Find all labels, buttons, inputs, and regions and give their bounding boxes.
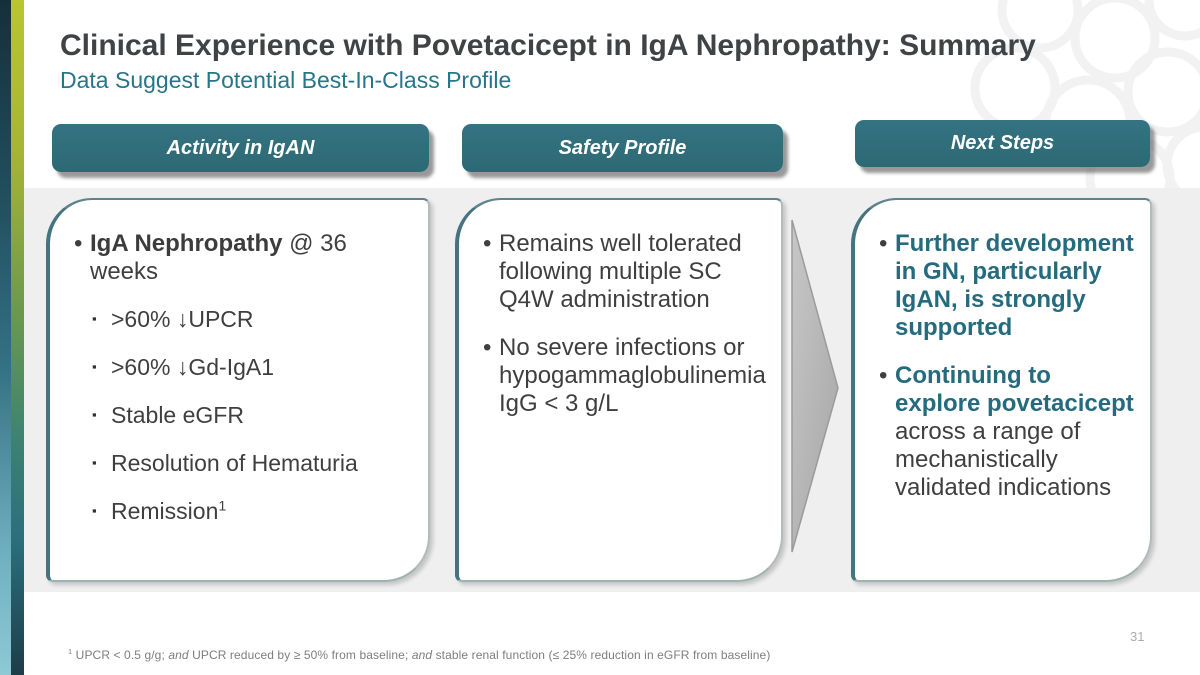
square-bullet-icon bbox=[92, 306, 111, 332]
tab-next-label: Next Steps bbox=[950, 132, 1055, 154]
next-steps-panel bbox=[851, 198, 1152, 582]
square-bullet-icon bbox=[92, 450, 111, 476]
list-item: ▪ Resolution of Hematuria bbox=[92, 450, 414, 476]
tab-safety-label: Safety Profile bbox=[558, 136, 687, 159]
footnote-reference: 1 bbox=[218, 498, 227, 515]
right-arrow-icon bbox=[792, 220, 838, 552]
list-item: ▪ Stable eGFR bbox=[92, 402, 414, 428]
slide-subtitle: Data Suggest Potential Best-In-Class Profile bbox=[60, 67, 512, 93]
square-bullet-icon bbox=[92, 402, 111, 428]
tab-activity-label: Activity in IgAN bbox=[166, 136, 315, 159]
square-bullet-icon bbox=[92, 498, 111, 524]
list-item: ▪ >60% ↓UPCR bbox=[92, 306, 414, 332]
activity-panel bbox=[46, 198, 430, 582]
tab-activity-in-igan bbox=[52, 124, 429, 172]
square-bullet-icon bbox=[92, 354, 111, 380]
safety-panel bbox=[455, 198, 783, 582]
footnote: $^1$ UPCR < 0.5 g/g; and UPCR reduced by ≥ 50% from baseline; and stable renal function (≤ 25% reduction in eGFR from baseline) bbox=[68, 647, 771, 662]
bullet-icon bbox=[879, 230, 895, 258]
slide-title: Clinical Experience with Povetacicept in IgA Nephropathy: Summary bbox=[60, 29, 1036, 62]
remission-text: Remission$^1$ bbox=[111, 498, 227, 524]
tab-next-steps bbox=[855, 120, 1150, 167]
next-steps-mixed-text: Continuing to explore povetacicept across a range of mechanistically validated indications bbox=[895, 362, 1134, 501]
safety-bullet-1: • Remains well tolerated following multiple SC Q4W administration bbox=[483, 230, 767, 314]
tab-safety-profile bbox=[462, 124, 783, 172]
activity-sub-list bbox=[92, 306, 414, 524]
page-number: 31 bbox=[1130, 629, 1145, 644]
bullet-icon bbox=[483, 334, 499, 362]
activity-heading: IgA Nephropathy @ 36 weeks bbox=[90, 230, 347, 285]
list-item bbox=[92, 498, 414, 524]
bullet-icon bbox=[483, 230, 499, 258]
bullet-icon bbox=[74, 230, 90, 258]
left-accent-bar-dark bbox=[0, 0, 11, 675]
left-accent-bar-lime bbox=[11, 0, 24, 675]
bullet-icon bbox=[879, 362, 895, 390]
activity-heading-row bbox=[74, 230, 414, 286]
safety-bullet-2: • No severe infections or hypogammaglobulinemia IgG < 3 g/L bbox=[483, 334, 767, 418]
next-steps-bullet-2 bbox=[879, 362, 1136, 502]
footnote-marker: 1 bbox=[68, 647, 73, 656]
transition-arrow bbox=[786, 210, 844, 565]
list-item: ▪ >60% ↓Gd-IgA1 bbox=[92, 354, 414, 380]
next-steps-bullet-1: • Further development in GN, particularly IgAN, is strongly supported bbox=[879, 230, 1136, 342]
